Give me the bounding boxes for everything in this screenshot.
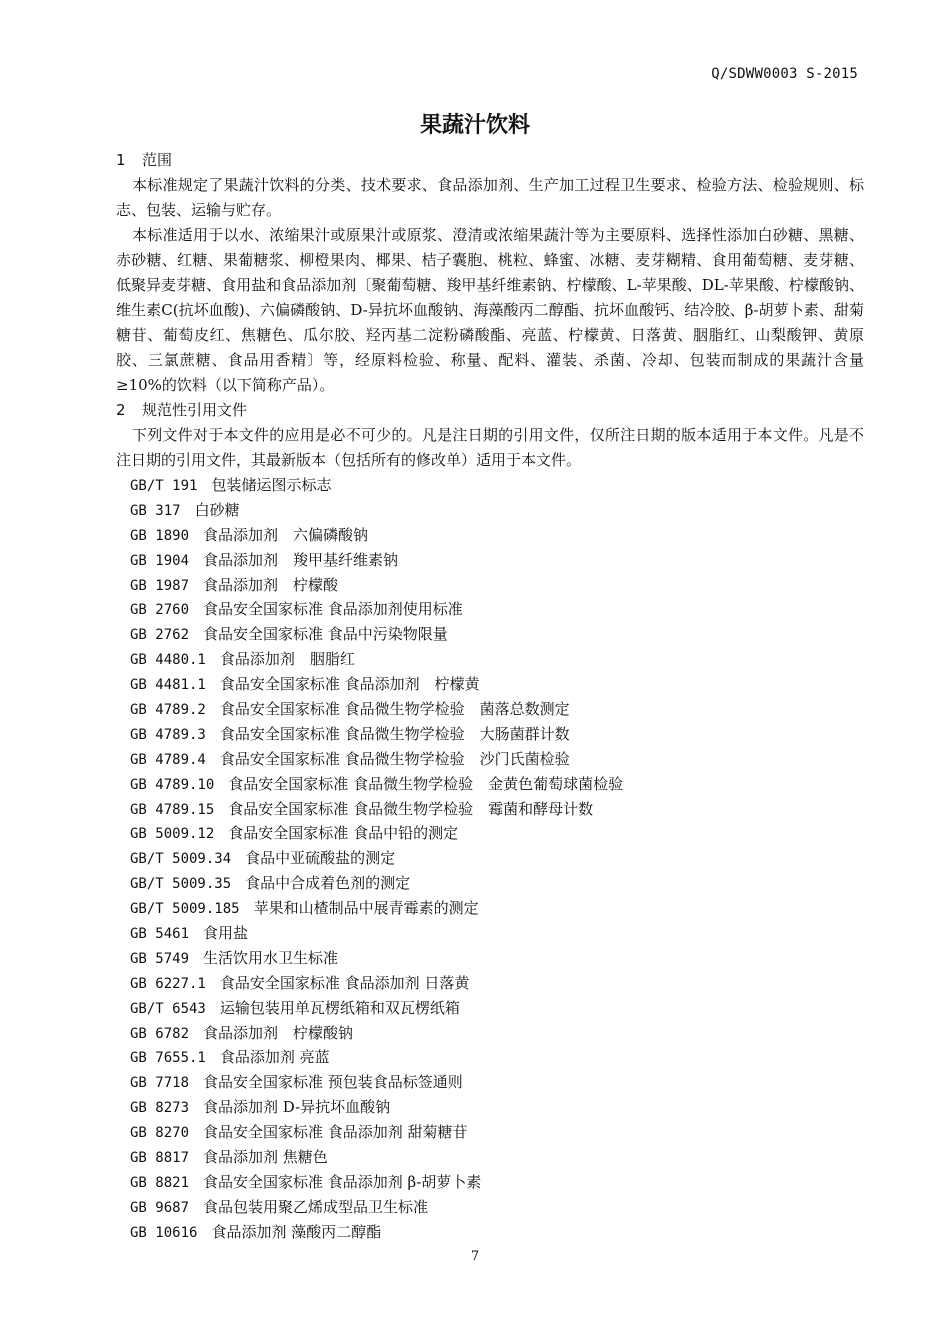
reference-item	[130, 1045, 864, 1070]
reference-code: GB 8817	[130, 1150, 190, 1167]
reference-name: 食品添加剂 六偏磷酸钠	[203, 525, 369, 544]
reference-item	[130, 523, 864, 548]
reference-code: GB 8270	[130, 1125, 190, 1142]
reference-item	[130, 1195, 864, 1220]
reference-name: 食用盐	[203, 924, 249, 943]
reference-code: GB 1904	[130, 552, 190, 569]
reference-name: 食品添加剂 柠檬酸钠	[203, 1023, 354, 1042]
section-number: 1	[116, 151, 126, 169]
reference-name: 食品添加剂 D-异抗坏血酸钠	[203, 1098, 391, 1117]
reference-item	[130, 1220, 864, 1245]
reference-name: 食品安全国家标准 预包装食品标签通则	[203, 1073, 463, 1092]
reference-name: 食品添加剂 焦糖色	[203, 1148, 328, 1167]
page-number: 7	[470, 1249, 480, 1264]
reference-name: 食品安全国家标准 食品添加剂使用标准	[203, 600, 463, 619]
reference-name: 运输包装用单瓦楞纸箱和双瓦楞纸箱	[219, 998, 460, 1017]
reference-item	[130, 871, 864, 896]
reference-item	[130, 1095, 864, 1120]
reference-code: GB 7718	[130, 1075, 190, 1092]
reference-item	[130, 1120, 864, 1145]
reference-item	[130, 1021, 864, 1046]
reference-code: GB 4480.1	[130, 652, 206, 669]
reference-code: GB 4789.4	[130, 751, 206, 768]
reference-name: 食品包装用聚乙烯成型品卫生标准	[203, 1197, 429, 1216]
reference-code: GB 4789.2	[130, 702, 206, 719]
reference-item	[130, 946, 864, 971]
reference-name: 食品添加剂 胭脂红	[219, 650, 355, 669]
reference-name: 食品中合成着色剂的测定	[245, 874, 411, 893]
reference-code: GB 1890	[130, 527, 190, 544]
reference-item	[130, 821, 864, 846]
reference-code: GB/T 5009.35	[130, 876, 232, 893]
scope-paragraph: 本标准规定了果蔬汁饮料的分类、技术要求、食品添加剂、生产加工过程卫生要求、检验方法、检验规则、标志、包装、运输与贮存。	[116, 176, 864, 219]
reference-code: GB 8273	[130, 1100, 190, 1117]
reference-code: GB 4789.15	[130, 801, 215, 818]
document-body	[116, 148, 864, 1245]
reference-item	[130, 473, 864, 498]
reference-item	[130, 672, 864, 697]
reference-item	[130, 647, 864, 672]
reference-name: 食品安全国家标准 食品添加剂 甜菊糖苷	[203, 1123, 468, 1142]
reference-name: 食品安全国家标准 食品添加剂 柠檬黄	[219, 675, 480, 694]
scope-paragraph: 本标准适用于以水、浓缩果汁或原果汁或原浆、澄清或浓缩果蔬汁等为主要原料、选择性添加白砂糖、黑糖、赤砂糖、红糖、果葡糖浆、柳橙果肉、椰果、桔子囊胞、桃粒、蜂蜜、冰糖、麦芽糊精、食用葡萄糖、麦芽糖、低聚异麦芽糖、食用盐和食品添加剂〔聚葡萄糖、羧甲基纤维素钠、柠檬酸、L-苹果酸、DL-苹果酸、柠檬酸钠、维生素C(抗坏血酸)、六偏磷酸钠、D-异抗坏血酸钠、海藻酸丙二醇酯、抗坏血酸钙、结冷胶、β-胡萝卜素、甜菊糖苷、葡萄皮红、焦糖色、瓜尔胶、羟丙基二淀粉磷酸酯、亮蓝、柠檬黄、日落黄、胭脂红、山梨酸钾、黄原胶、三氯蔗糖、食品用香精〕等，经原料检验、称量、配料、灌装、杀菌、冷却、包装而制成的果蔬汁含量≥10%的饮料（以下简称产品）。	[116, 226, 864, 394]
reference-name: 包装储运图示标志	[211, 476, 332, 494]
section-title: 规范性引用文件	[142, 401, 248, 419]
section-number: 2	[116, 401, 126, 419]
reference-item	[130, 896, 864, 921]
reference-code: GB 9687	[130, 1199, 190, 1216]
reference-code: GB/T 5009.185	[130, 901, 240, 918]
reference-name: 食品中亚硫酸盐的测定	[245, 849, 396, 868]
reference-code: GB 5461	[130, 926, 190, 943]
reference-name: 食品添加剂 羧甲基纤维素钠	[203, 550, 399, 569]
reference-code: GB 4481.1	[130, 677, 206, 694]
reference-item	[130, 797, 864, 822]
reference-code: GB/T 6543	[130, 1000, 206, 1017]
reference-code: GB 6782	[130, 1025, 190, 1042]
reference-code: GB/T 5009.34	[130, 851, 232, 868]
reference-item	[130, 971, 864, 996]
reference-item	[130, 921, 864, 946]
references-intro: 下列文件对于本文件的应用是必不可少的。凡是注日期的引用文件，仅所注日期的版本适用于本文件。凡是不注日期的引用文件，其最新版本（包括所有的修改单）适用于本文件。	[116, 426, 864, 469]
standard-code: Q/SDWW0003 S-2015	[711, 66, 858, 82]
reference-item	[130, 996, 864, 1021]
reference-name: 食品安全国家标准 食品微生物学检验 菌落总数测定	[219, 700, 570, 719]
reference-name: 生活饮用水卫生标准	[203, 948, 339, 967]
reference-code: GB 7655.1	[130, 1050, 206, 1067]
section-heading-references	[116, 398, 864, 423]
reference-code: GB/T 191	[130, 478, 198, 494]
reference-name: 食品添加剂 柠檬酸	[203, 575, 339, 594]
reference-item	[130, 846, 864, 871]
reference-code: GB 4789.10	[130, 776, 215, 793]
reference-name: 食品添加剂 亮蓝	[219, 1048, 330, 1067]
reference-name: 食品安全国家标准 食品中污染物限量	[203, 625, 448, 644]
reference-name: 食品安全国家标准 食品添加剂 β-胡萝卜素	[203, 1172, 482, 1191]
reference-item	[130, 622, 864, 647]
reference-code: GB 10616	[130, 1224, 198, 1241]
reference-name: 食品安全国家标准 食品微生物学检验 大肠菌群计数	[219, 724, 570, 743]
reference-code: GB 1987	[130, 577, 190, 594]
reference-code: GB 5749	[130, 950, 190, 967]
reference-item	[130, 597, 864, 622]
reference-code: GB 4789.3	[130, 726, 206, 743]
reference-code: GB 8821	[130, 1174, 190, 1191]
reference-name: 食品安全国家标准 食品添加剂 日落黄	[219, 973, 470, 992]
reference-name: 食品添加剂 藻酸丙二醇酯	[211, 1222, 382, 1241]
reference-item	[130, 548, 864, 573]
reference-name: 食品安全国家标准 食品微生物学检验 霉菌和酵母计数	[228, 799, 594, 818]
reference-item	[130, 573, 864, 598]
reference-code: GB 317	[130, 502, 181, 519]
reference-code: GB 2760	[130, 602, 190, 619]
reference-item	[130, 747, 864, 772]
reference-code: GB 2762	[130, 627, 190, 644]
section-heading-scope	[116, 148, 864, 173]
reference-item	[130, 697, 864, 722]
reference-code: GB 5009.12	[130, 826, 215, 843]
reference-list	[116, 473, 864, 1245]
section-title: 范围	[142, 151, 173, 169]
document-title: 果蔬汁饮料	[419, 113, 530, 138]
reference-name: 食品安全国家标准 食品微生物学检验 金黄色葡萄球菌检验	[228, 774, 624, 793]
reference-name: 食品安全国家标准 食品微生物学检验 沙门氏菌检验	[219, 749, 570, 768]
reference-item	[130, 498, 864, 523]
reference-item	[130, 1145, 864, 1170]
reference-item	[130, 1170, 864, 1195]
reference-name: 食品安全国家标准 食品中铅的测定	[228, 824, 459, 843]
reference-item	[130, 722, 864, 747]
reference-code: GB 6227.1	[130, 975, 206, 992]
reference-name: 白砂糖	[194, 500, 240, 519]
reference-name: 苹果和山楂制品中展青霉素的测定	[253, 899, 479, 918]
reference-item	[130, 772, 864, 797]
reference-item	[130, 1070, 864, 1095]
